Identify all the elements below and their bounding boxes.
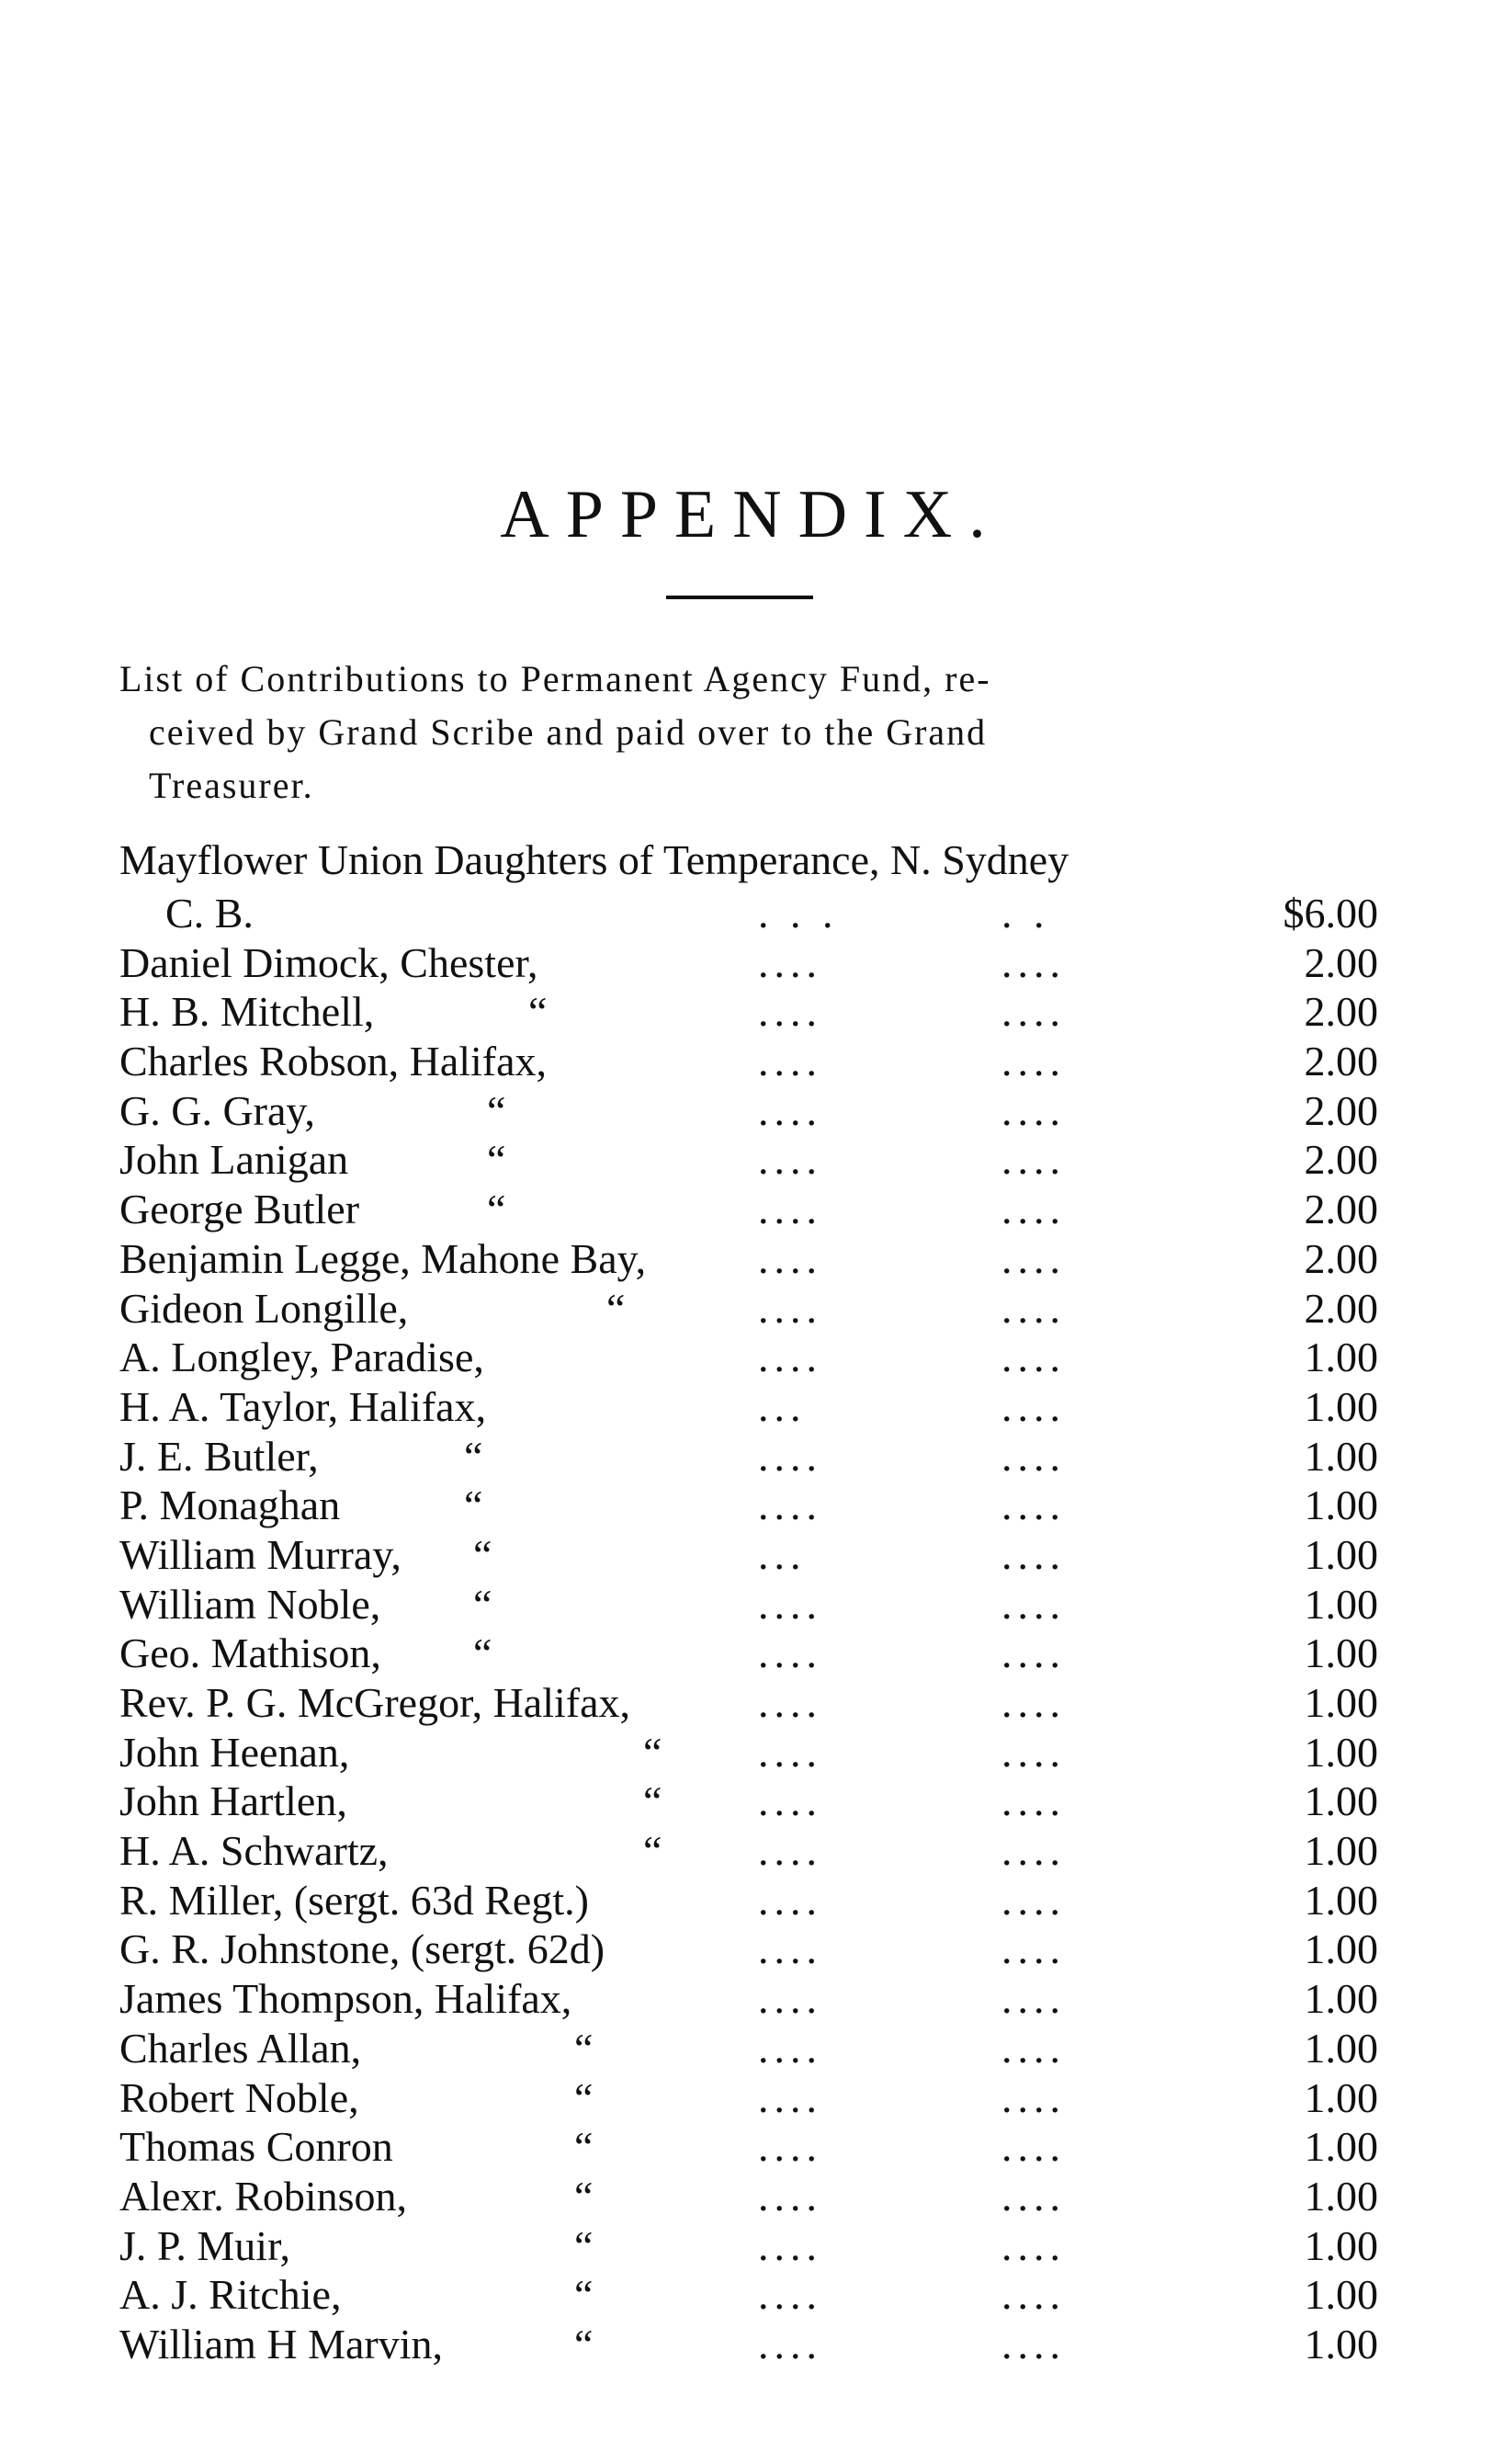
contributor-name: Charles Allan, [119, 2024, 362, 2072]
contributor-name: G. R. Johnstone, (sergt. 62d) [119, 1925, 605, 1973]
leader-dots: .... [1001, 1038, 1066, 1085]
contribution-amount: 1.00 [1304, 2221, 1378, 2269]
contribution-amount: 1.00 [1304, 1629, 1378, 1677]
contributor-name: A. J. Ritchie, [119, 2271, 342, 2319]
leader-dots: .... [1001, 1925, 1066, 1973]
contribution-amount: 1.00 [1304, 1482, 1378, 1529]
list-item [119, 889, 1378, 938]
ditto-mark: “ [487, 1086, 506, 1134]
leader-dots: .... [758, 1580, 822, 1628]
leader-dots: .... [1001, 1234, 1066, 1282]
ditto-mark: “ [606, 1284, 626, 1332]
ditto-mark: “ [574, 2271, 594, 2319]
ditto-mark: “ [574, 2172, 594, 2220]
contribution-amount: 1.00 [1304, 1334, 1378, 1381]
list-item [119, 2221, 1378, 2271]
contributor-name: G. G. Gray, [119, 1086, 315, 1134]
contribution-amount: 1.00 [1304, 2123, 1378, 2171]
contribution-amount: 1.00 [1304, 2320, 1378, 2367]
contribution-amount: 1.00 [1304, 1580, 1378, 1628]
leader-dots: .... [758, 2271, 822, 2319]
leader-dots: .... [1001, 1777, 1066, 1825]
leader-dots: .... [1001, 1530, 1066, 1578]
leader-dots: .... [758, 1086, 822, 1134]
list-item [119, 2270, 1378, 2320]
leader-dots: .... [1001, 1432, 1066, 1480]
heading-line-3: Treasurer. [149, 765, 314, 806]
leader-dots: .... [1001, 1827, 1066, 1875]
contribution-amount: 2.00 [1304, 1284, 1378, 1332]
leader-dots: .... [1001, 1186, 1066, 1233]
leader-dots: .... [758, 1234, 822, 1282]
contributor-name: Gideon Longille, [119, 1284, 409, 1332]
leader-dots: .... [758, 938, 822, 986]
ditto-mark: “ [487, 1186, 506, 1233]
leader-dots: .... [1001, 2172, 1066, 2220]
leader-dots: .... [1001, 1482, 1066, 1529]
leader-dots: .... [758, 2123, 822, 2171]
contributor-name: Thomas Conron [119, 2123, 393, 2171]
contributor-name: Charles Robson, Halifax, [119, 1038, 548, 1085]
contributor-name: H. B. Mitchell, [119, 988, 375, 1036]
leader-dots: .... [758, 2024, 822, 2072]
leader-dots: .... [1001, 1136, 1066, 1184]
contributor-name: William H Marvin, [119, 2320, 444, 2367]
leader-dots: .... [1001, 1975, 1066, 2023]
contribution-amount: 1.00 [1304, 2172, 1378, 2220]
leader-dots: .... [758, 1827, 822, 1875]
list-item [119, 1629, 1378, 1678]
leader-dots: .... [1001, 1580, 1066, 1628]
contribution-amount: 1.00 [1304, 1679, 1378, 1726]
leader-dots: .... [758, 1777, 822, 1825]
contribution-amount: 1.00 [1304, 2271, 1378, 2319]
list-item [119, 1382, 1378, 1432]
contributor-name: James Thompson, Halifax, [119, 1975, 572, 2023]
contributor-name: Benjamin Legge, Mahone Bay, [119, 1234, 647, 1282]
leader-dots: .... [1001, 1679, 1066, 1726]
list-item [119, 1135, 1378, 1185]
leader-dots: .... [1001, 2271, 1066, 2319]
list-item [119, 1333, 1378, 1382]
contributor-name: John Heenan, [119, 1728, 350, 1776]
list-item [119, 938, 1378, 988]
list-item [119, 1481, 1378, 1530]
leader-dots: .... [758, 1876, 822, 1924]
contribution-amount: 2.00 [1304, 938, 1378, 986]
contribution-amount: 1.00 [1304, 1728, 1378, 1776]
contributor-name: Robert Noble, [119, 2073, 359, 2121]
leader-dots: .... [1001, 938, 1066, 986]
contributor-name: P. Monaghan [119, 1482, 341, 1529]
list-item [119, 1728, 1378, 1777]
list-item [119, 1086, 1378, 1136]
contributor-name: George Butler [119, 1186, 360, 1233]
contributor-name: A. Longley, Paradise, [119, 1334, 484, 1381]
list-item [119, 2122, 1378, 2172]
list-item [119, 1432, 1378, 1482]
list-item [119, 2320, 1378, 2369]
leader-dots: .... [758, 2073, 822, 2121]
contributions-list [119, 832, 1378, 2369]
leader-dots: .... [1001, 1086, 1066, 1134]
list-item [119, 1530, 1378, 1580]
leader-dots: .... [1001, 1334, 1066, 1381]
contribution-amount: 1.00 [1304, 1975, 1378, 2023]
leader-dots: ... [758, 1530, 807, 1578]
list-item [119, 1876, 1378, 1925]
leader-dots: .... [1001, 1382, 1066, 1430]
list-item [119, 1284, 1378, 1334]
leader-dots: .... [758, 1728, 822, 1776]
contribution-amount: $6.00 [1283, 890, 1378, 937]
contribution-amount: 2.00 [1304, 1086, 1378, 1134]
contributor-name: William Murray, [119, 1530, 402, 1578]
leader-dots: .... [758, 1925, 822, 1973]
contributor-name: Alexr. Robinson, [119, 2172, 408, 2220]
ditto-mark: “ [574, 2024, 594, 2072]
leader-dots: .... [758, 1334, 822, 1381]
ditto-mark: “ [643, 1728, 662, 1776]
contribution-amount: 1.00 [1304, 1777, 1378, 1825]
leader-dots: .... [758, 1975, 822, 2023]
contribution-amount: 2.00 [1304, 1038, 1378, 1085]
contributor-name: J. P. Muir, [119, 2221, 291, 2269]
leader-dots: .... [758, 1186, 822, 1233]
ditto-mark: “ [574, 2221, 594, 2269]
heading-line-1: List of Contributions to Permanent Agency Fund, re- [119, 658, 991, 699]
list-item [119, 1826, 1378, 1876]
leader-dots: .... [758, 2221, 822, 2269]
list-item [119, 1580, 1378, 1629]
contributor-name: R. Miller, (sergt. 63d Regt.) [119, 1876, 589, 1924]
list-heading [119, 653, 1360, 812]
ditto-mark: “ [473, 1629, 492, 1677]
leader-dots: .... [1001, 1728, 1066, 1776]
list-item [119, 1777, 1378, 1826]
ditto-mark: “ [487, 1136, 506, 1184]
ditto-mark: “ [574, 2073, 594, 2121]
contribution-amount: 1.00 [1304, 1530, 1378, 1578]
contribution-amount: 2.00 [1304, 988, 1378, 1036]
ditto-mark: “ [643, 1827, 662, 1875]
contribution-amount: 1.00 [1304, 1925, 1378, 1973]
ditto-mark: “ [464, 1432, 483, 1480]
contributor-name: H. A. Schwartz, [119, 1827, 389, 1875]
leader-dots: .... [758, 1136, 822, 1184]
leader-dots: .... [758, 1038, 822, 1085]
list-item [119, 1678, 1378, 1728]
list-item [119, 1974, 1378, 2024]
contribution-amount: 1.00 [1304, 1432, 1378, 1480]
contribution-amount: 2.00 [1304, 1234, 1378, 1282]
list-item [119, 1234, 1378, 1284]
contributor-name: John Lanigan [119, 1136, 349, 1184]
ditto-mark: “ [574, 2320, 594, 2367]
leader-dots: .... [758, 988, 822, 1036]
leader-dots: .... [1001, 1629, 1066, 1677]
ditto-mark: “ [574, 2123, 594, 2171]
leader-dots: .... [1001, 2320, 1066, 2367]
contributor-name: Mayflower Union Daughters of Temperance, N. Sydney [119, 836, 1069, 883]
contributor-name: J. E. Butler, [119, 1432, 319, 1480]
contribution-amount: 1.00 [1304, 1876, 1378, 1924]
ditto-mark: “ [473, 1580, 492, 1628]
contribution-amount: 1.00 [1304, 1827, 1378, 1875]
contributor-name: Daniel Dimock, Chester, [119, 938, 538, 986]
leader-dots: .... [758, 1482, 822, 1529]
leader-dots: .... [758, 1679, 822, 1726]
list-item [119, 987, 1378, 1037]
contribution-amount: 2.00 [1304, 1186, 1378, 1233]
leader-dots: .... [1001, 2073, 1066, 2121]
leader-dots: .... [1001, 2123, 1066, 2171]
list-item [119, 2024, 1378, 2073]
list-item [119, 2172, 1378, 2221]
contribution-amount: 1.00 [1304, 2073, 1378, 2121]
leader-dots: .... [1001, 1284, 1066, 1332]
leader-dots: .... [1001, 988, 1066, 1036]
contributor-name: Rev. P. G. McGregor, Halifax, [119, 1679, 630, 1726]
ditto-mark: “ [643, 1777, 662, 1825]
contributor-name: H. A. Taylor, Halifax, [119, 1382, 487, 1430]
contributor-name: William Noble, [119, 1580, 381, 1628]
leader-dots: .... [758, 1629, 822, 1677]
list-item [119, 1925, 1378, 1974]
leader-dots: . . . [758, 890, 839, 937]
leader-dots: .... [1001, 1876, 1066, 1924]
title-rule [666, 596, 813, 599]
leader-dots: .... [758, 2172, 822, 2220]
leader-dots: .... [758, 1432, 822, 1480]
list-item [119, 832, 1378, 889]
contribution-amount: 1.00 [1304, 2024, 1378, 2072]
contributor-name: John Hartlen, [119, 1777, 347, 1825]
leader-dots: . . [1001, 890, 1050, 937]
leader-dots: ... [758, 1382, 807, 1430]
list-item [119, 1185, 1378, 1234]
ditto-mark: “ [473, 1530, 492, 1578]
contributor-name: C. B. [165, 890, 254, 937]
contribution-amount: 1.00 [1304, 1382, 1378, 1430]
contribution-amount: 2.00 [1304, 1136, 1378, 1184]
page-title: APPENDIX. [500, 477, 1002, 552]
contributor-name: Geo. Mathison, [119, 1629, 381, 1677]
leader-dots: .... [758, 2320, 822, 2367]
ditto-mark: “ [528, 988, 548, 1036]
list-item [119, 2073, 1378, 2123]
leader-dots: .... [758, 1284, 822, 1332]
list-item [119, 1037, 1378, 1086]
leader-dots: .... [1001, 2024, 1066, 2072]
heading-line-2: ceived by Grand Scribe and paid over to the Grand [149, 711, 988, 753]
ditto-mark: “ [464, 1482, 483, 1529]
leader-dots: .... [1001, 2221, 1066, 2269]
